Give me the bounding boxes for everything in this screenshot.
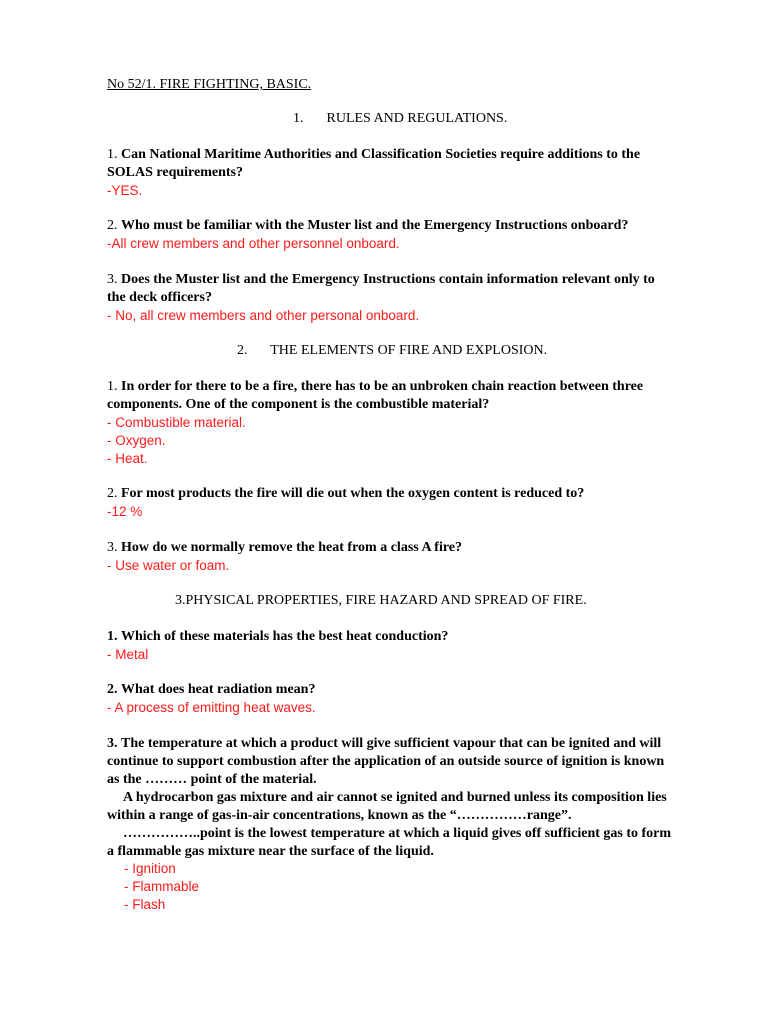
document-page	[107, 0, 719, 1024]
answer-text: - Heat.	[107, 451, 148, 466]
answer-text: -12 %	[107, 504, 143, 519]
question-number: 1.	[107, 147, 118, 162]
question-number: 3.	[107, 736, 118, 751]
document-title: No 52/1. FIRE FIGHTING, BASIC.	[107, 77, 312, 92]
question-line	[107, 628, 448, 646]
question-text: within a range of gas-in-air concentrations, known as the “……………range”.	[107, 808, 572, 823]
question-text: ……………..point is the lowest temperature at which a liquid gives off sufficient gas to form	[123, 826, 672, 841]
question-text: components. One of the component is the combustible material?	[107, 397, 490, 412]
question-line	[107, 146, 640, 164]
question-number: 3.	[107, 272, 118, 287]
question-line	[107, 378, 643, 396]
answer-text: - Flammable	[124, 879, 200, 894]
answer-text: - A process of emitting heat waves.	[107, 700, 316, 715]
question-text: SOLAS requirements?	[107, 165, 243, 180]
section-number: 2.	[237, 343, 248, 358]
question-number: 2.	[107, 486, 118, 501]
answer-text: - Oxygen.	[107, 433, 166, 448]
question-text: Can National Maritime Authorities and Classification Societies require additions to the	[121, 147, 641, 162]
question-number: 2.	[107, 682, 118, 697]
answer-text: - No, all crew members and other personal onboard.	[107, 308, 420, 323]
answer-text: - Use water or foam.	[107, 558, 230, 573]
question-text: What does heat radiation mean?	[121, 682, 316, 697]
section-heading	[237, 342, 547, 360]
question-text: The temperature at which a product will give sufficient vapour that can be ignited and will	[121, 736, 662, 751]
question-line	[107, 217, 628, 235]
question-text: How do we normally remove the heat from a class A fire?	[121, 540, 463, 555]
question-line	[107, 735, 661, 753]
answer-text: - Metal	[107, 647, 149, 662]
answer-text: - Combustible material.	[107, 415, 246, 430]
question-text: the deck officers?	[107, 290, 212, 305]
section-heading	[293, 110, 507, 128]
question-number: 3.	[107, 540, 118, 555]
question-number: 1.	[107, 379, 118, 394]
question-line	[107, 681, 315, 699]
question-text: Does the Muster list and the Emergency Instructions contain information relevant only to	[121, 272, 655, 287]
section-number: 1.	[293, 111, 304, 126]
answer-text: - Flash	[124, 897, 166, 912]
section-title: RULES AND REGULATIONS.	[326, 111, 508, 126]
question-text: Which of these materials has the best heat conduction?	[121, 629, 449, 644]
question-text: For most products the fire will die out when the oxygen content is reduced to?	[121, 486, 585, 501]
question-text: a flammable gas mixture near the surface of the liquid.	[107, 844, 434, 859]
section-heading: 3.PHYSICAL PROPERTIES, FIRE HAZARD AND SPREAD OF FIRE.	[175, 593, 587, 608]
answer-text: - Ignition	[124, 861, 176, 876]
section-title: THE ELEMENTS OF FIRE AND EXPLOSION.	[270, 343, 548, 358]
answer-text: -YES.	[107, 183, 143, 198]
question-line	[107, 271, 655, 289]
question-line	[107, 539, 462, 557]
question-text: continue to support combustion after the application of an outside source of ignition is known	[107, 754, 665, 769]
question-text: In order for there to be a fire, there has to be an unbroken chain reaction between three	[121, 379, 644, 394]
question-text: as the ……… point of the material.	[107, 772, 317, 787]
question-number: 1.	[107, 629, 118, 644]
question-text: Who must be familiar with the Muster list and the Emergency Instructions onboard?	[121, 218, 629, 233]
question-number: 2.	[107, 218, 118, 233]
answer-text: -All crew members and other personnel onboard.	[107, 236, 400, 251]
question-text: A hydrocarbon gas mixture and air cannot se ignited and burned unless its composition lies	[123, 790, 667, 805]
question-line	[107, 485, 584, 503]
